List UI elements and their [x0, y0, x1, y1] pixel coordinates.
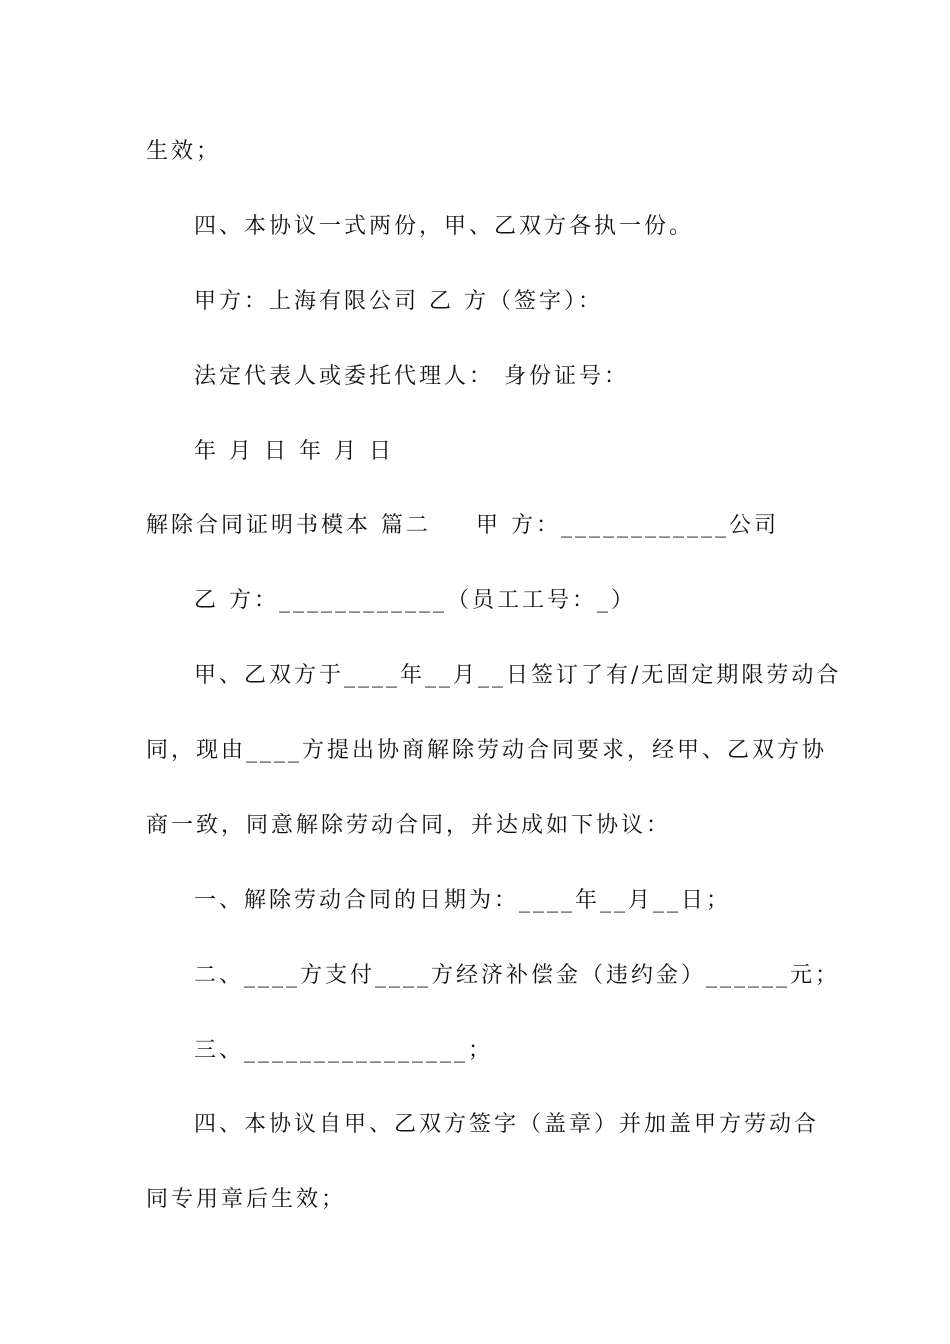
text-line-clause-four-copies: 四、本协议一式两份，甲、乙双方各执一份。 [194, 214, 695, 239]
text-line-termination-request: 同，现由____方提出协商解除劳动合同要求，经甲、乙双方协 [146, 738, 828, 763]
text-line-party-b: 乙 方：____________（员工工号：_） [194, 588, 636, 613]
text-line-party-signatures: 甲方：上海有限公司 乙 方（签字）： [194, 289, 603, 314]
text-line-dates: 年 月 日 年 月 日 [194, 439, 394, 464]
text-line-clause-four-seal: 四、本协议自甲、乙双方签字（盖章）并加盖甲方劳动合 [194, 1112, 820, 1137]
text-line-clause-two-compensation: 二、____方支付____方经济补偿金（违约金）______元； [194, 963, 841, 988]
text-line-effective: 生效； [146, 139, 222, 164]
text-line-agreement-reached: 商一致，同意解除劳动合同，并达成如下协议： [146, 813, 672, 838]
text-line-template-two-heading: 解除合同证明书模本 篇二 甲 方：____________公司 [146, 513, 779, 538]
text-line-clause-four-effective: 同专用章后生效； [146, 1187, 347, 1212]
text-line-representative-id: 法定代表人或委托代理人： 身份证号： [194, 364, 629, 389]
text-line-clause-three: 三、________________； [194, 1038, 494, 1063]
text-line-contract-signed: 甲、乙双方于____年__月__日签订了有/无固定期限劳动合 [194, 663, 842, 688]
text-line-clause-one-date: 一、解除劳动合同的日期为：____年__月__日； [194, 888, 732, 913]
